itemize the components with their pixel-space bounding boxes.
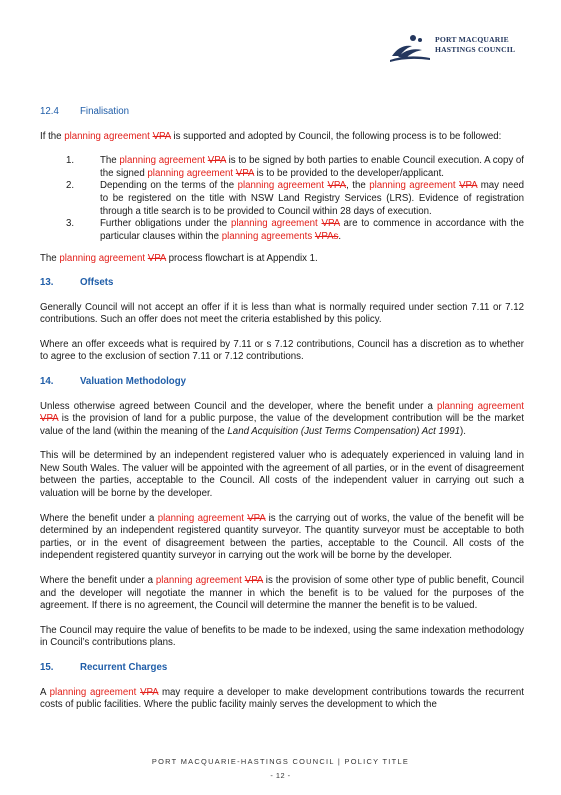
page-number: - 12 - [270,771,291,780]
paragraph [40,575,524,613]
text: The [40,253,60,265]
text: Depending on the terms of the [100,180,238,192]
paragraph: Generally Council will not accept an offer if it is less than what is normally required under section 7.11 or 7.12 contributions. Such an offer does not meet the criteria established by this policy. [40,301,524,326]
council-logo-icon [388,30,432,64]
list-item [40,218,524,243]
inserted-text: planning agreement [230,218,318,230]
section-15-heading [40,662,524,675]
list-item [40,155,524,180]
section-title: Offsets [80,276,114,288]
text: is to be provided to the developer/applicant. [253,167,444,179]
inserted-text: planning agreement [155,575,242,587]
deleted-text: VPA [152,130,171,142]
deleted-text: VPA [327,180,347,192]
list-text [100,180,524,218]
section-title: Finalisation [80,106,130,117]
list-item [40,180,524,218]
paragraph [40,401,524,439]
deleted-text: VPA [147,253,166,265]
deleted-text: VPA [207,155,226,167]
text: Where the benefit under a [40,512,158,524]
paragraph: This will be determined by an independent registered valuer who is adequately experienced in valuing land in New South Wales. The valuer will be appointed with the agreement of all parties, or in the event of disagreement between the parties, acceptable to the Council. All costs of the independent valuer in carrying out such a valuation will be borne by the developer. [40,450,524,500]
section-title: Valuation Methodology [80,375,187,387]
document-body [40,106,524,712]
list-text [100,218,524,243]
text: If the [40,130,65,142]
act-title: Land Acquisition (Just Terms Compensation) Act 1991 [227,425,461,437]
text: may require a developer to make development contributions towards the recurrent costs of public facilities. Where the public facility mainly serves the development to which the [40,686,524,711]
section-14-heading [40,376,524,389]
text: Further obligations under the [100,218,231,230]
section-13-heading [40,277,524,290]
text: Where the benefit under a [40,575,156,587]
list-number: 2. [66,180,75,192]
text: is supported and adopted by Council, the following process is to be followed: [170,130,502,142]
paragraph: The Council may require the value of benefits to be made to be indexed, using the same indexation methodology in Council’s contributions plans. [40,624,524,649]
text: is the carrying out of works, the value of the benefit will be determined by an independent registered quantity surveyor. The quantity surveyor must be acceptable to both parties, or in the event of disagreement between the parties, acceptable to the Council. All costs of the independent registered quantity surveyor in carrying out the work will be borne by the developer. [40,512,524,562]
text: , the [346,180,370,192]
footer-title: PORT MACQUARIE-HASTINGS COUNCIL | POLICY TITLE [151,757,410,766]
process-list [40,155,524,243]
text: A [40,686,50,698]
text: Unless otherwise agreed between Council and the developer, where the benefit under a [40,400,437,412]
inserted-text: planning agreement [436,400,524,412]
logo-text-line1: PORT MACQUARIE [435,35,509,44]
inserted-text: planning agreements [221,230,313,242]
text: may need to be registered on the title with NSW Land Registry Services (LRS). Evidence of registration through a title search is to be provided to Council within 28 days of execution. [100,180,524,217]
text: are to commence in accordance with the particular clauses within the [100,218,524,242]
inserted-text: planning agreement [369,180,456,192]
text: is to be signed by both parties to enable Council execution. A copy of the signed [100,155,524,179]
deleted-text: VPA [235,167,254,179]
inserted-text: planning agreement [157,512,244,524]
section-number: 13. [40,276,54,288]
paragraph: Where an offer exceeds what is required by 7.11 or s 7.12 contributions, Council has a discretion as to whether to agree to the exclusion of section 7.11 or 7.12 contributions. [40,338,524,363]
paragraph [40,513,524,563]
paragraph [40,131,524,144]
logo-text-line2: HASTINGS COUNCIL [435,45,516,54]
deleted-text: VPA [40,413,59,425]
section-title: Recurrent Charges [80,662,168,673]
section-number: 12.4 [40,106,59,117]
deleted-text: VPA [140,686,159,698]
paragraph [40,253,524,266]
text: The [100,155,120,167]
text: process flowchart is at Appendix 1. [165,253,318,265]
council-logo [388,30,538,64]
inserted-text: planning agreement [49,686,137,698]
deleted-text: VPA [247,512,266,524]
deleted-text: VPAs [314,230,339,242]
inserted-text: planning agreement [59,253,146,265]
inserted-text: planning agreement [64,130,150,142]
text: . [338,230,342,242]
section-12-4-heading [40,106,524,119]
section-number: 15. [40,662,54,673]
deleted-text: VPA [321,218,340,230]
list-text [100,155,524,180]
deleted-text: VPA [459,180,478,192]
text: is the provision of some other type of public benefit, Council and the developer will negotiate the manner in which the benefit is to be valued for the purposes of the agreement. If there is no agreement, the Council will determine the manner the benefit is to be valued. [40,575,524,612]
list-number: 1. [66,155,75,167]
paragraph [40,687,524,712]
list-number: 3. [66,218,75,230]
text: is the provision of land for a public purpose, the value of the development contribution will be the market value of the land (within the meaning of the [40,413,524,437]
inserted-text: planning agreement [119,155,206,167]
section-number: 14. [40,375,54,387]
inserted-text: planning agreement [237,180,324,192]
deleted-text: VPA [244,575,263,587]
inserted-text: planning agreement [147,167,234,179]
text: ). [460,425,466,437]
